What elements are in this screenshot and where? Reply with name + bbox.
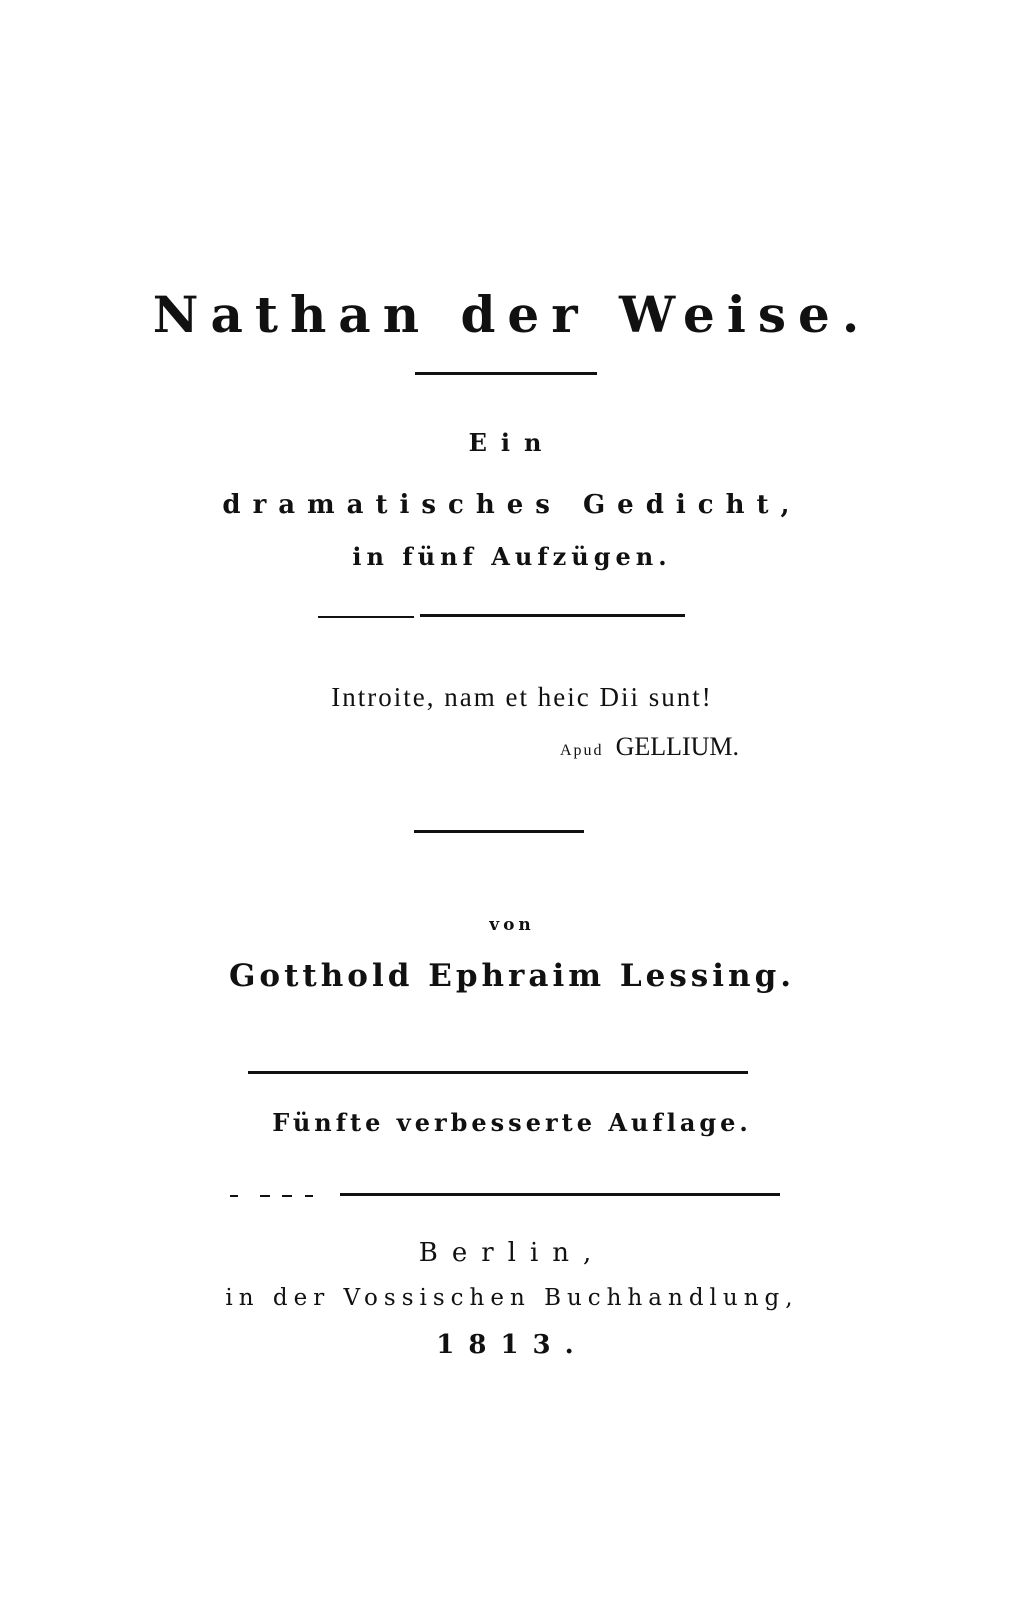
title-rule bbox=[415, 372, 597, 375]
motto-source bbox=[560, 732, 739, 762]
imprint-city: Berlin, bbox=[418, 1238, 606, 1268]
motto-rule bbox=[414, 830, 584, 833]
imprint-publisher: in der Vossischen Buchhandlung, bbox=[225, 1285, 799, 1311]
edition-dash-1 bbox=[230, 1195, 238, 1197]
motto-source-name: GELLIUM. bbox=[615, 732, 740, 761]
byline-von: von bbox=[489, 915, 535, 935]
imprint-year: 1813. bbox=[436, 1330, 588, 1360]
edition-statement: Fünfte verbesserte Auflage. bbox=[272, 1108, 752, 1137]
subtitle-rule-right bbox=[420, 614, 685, 617]
subtitle-line-1: Ein bbox=[468, 428, 556, 457]
book-title: Nathan der Weise. bbox=[152, 285, 872, 344]
motto-text: Introite, nam et heic Dii sunt! bbox=[331, 682, 713, 712]
edition-dash-2 bbox=[260, 1195, 270, 1197]
subtitle-line-2: dramatisches Gedicht, bbox=[222, 490, 802, 520]
edition-rule bbox=[340, 1193, 780, 1196]
subtitle-rule-left bbox=[318, 616, 414, 618]
author-rule bbox=[248, 1071, 748, 1074]
subtitle-line-3: in fünf Aufzügen. bbox=[352, 542, 672, 571]
motto-source-prefix: Apud bbox=[560, 742, 604, 759]
author-name: Gotthold Ephraim Lessing. bbox=[228, 958, 796, 994]
edition-dash-3 bbox=[282, 1195, 292, 1197]
edition-dash-4 bbox=[305, 1195, 313, 1197]
